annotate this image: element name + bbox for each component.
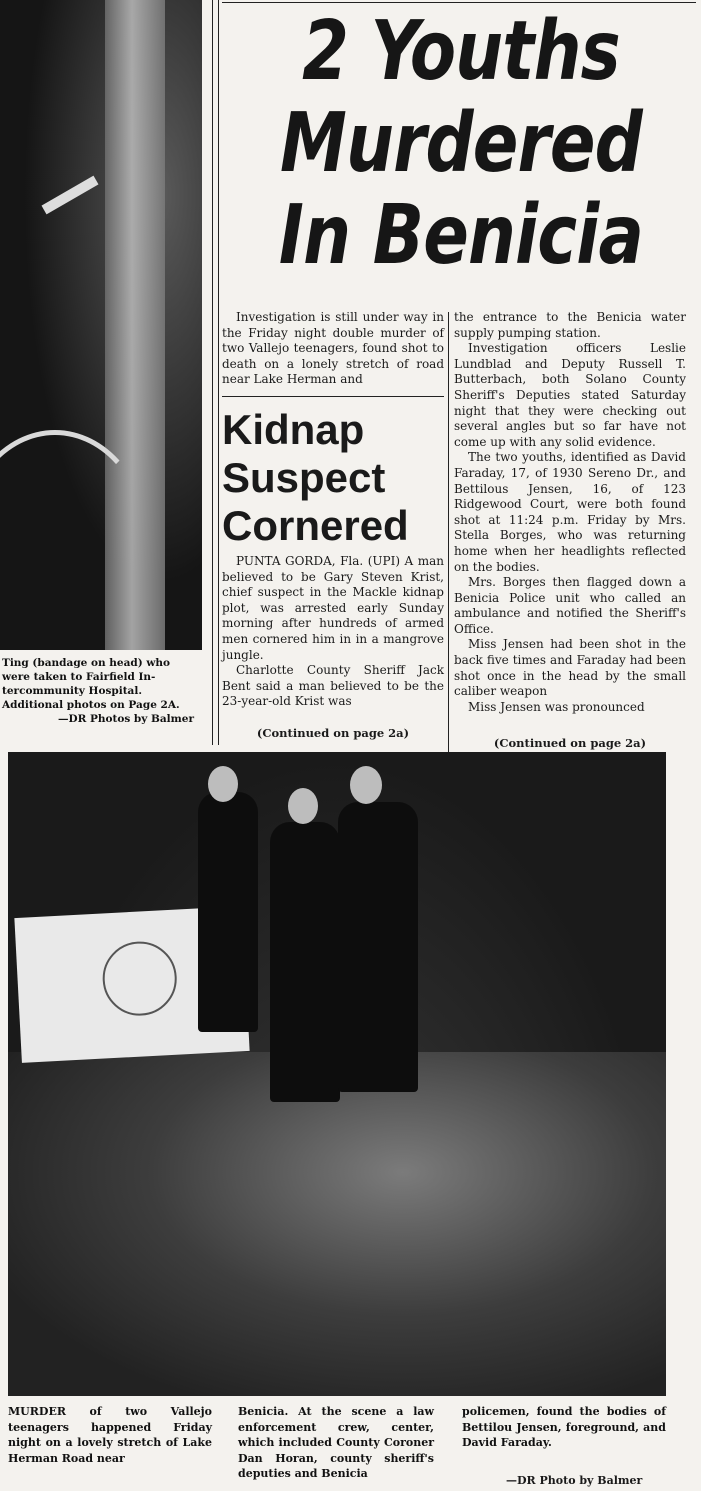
photo-stripe [42, 176, 99, 215]
lead-story-col1 [222, 310, 444, 388]
headline-line: 2 Youths [302, 4, 620, 99]
badge-emblem [101, 940, 179, 1018]
top-left-photo [0, 0, 202, 650]
story-paragraph: Miss Jensen had been shot in the back five times and Faraday had been shot once in the head by the small caliber weapon [454, 637, 686, 699]
photo-ground [8, 1052, 666, 1396]
continued-line: (Continued on page 2a) [256, 726, 410, 740]
caption-text: policemen, found the bodies of Bettilou Jensen, foreground, and David Faraday. [462, 1405, 666, 1449]
figure-silhouette [338, 802, 418, 1092]
caption-text: Benicia. At the scene a law enforcement crew, center, which included County Coroner Dan Horan, county sheriff's deputies and Benicia [238, 1405, 434, 1480]
figure-silhouette [198, 792, 258, 1032]
headline-line: Suspect [222, 454, 386, 501]
photo-caption-col1 [8, 1404, 212, 1466]
photo-caption-col2 [238, 1404, 434, 1482]
main-headline [268, 6, 653, 282]
story-paragraph: PUNTA GORDA, Fla. (UPI) A man believed to be Gary Steven Krist, chief suspect in the Mackle kidnap plot, was arrested early Sunday morning after hundreds of armed men cornered him in in a mangrove jungle. [222, 554, 444, 662]
caption-line: were taken to Fairfield In- [2, 671, 156, 683]
story-paragraph: Investigation officers Leslie Lundblad and Deputy Russell T. Butterbach, both Solano County Sheriff's Deputies stated Saturday night that they were checking out several angles but so far have not come up with any solid evidence. [454, 341, 686, 449]
story-paragraph: The two youths, identified as David Faraday, 17, of 1930 Sereno Dr., and Bettilous Jensen, 16, of 123 Ridgewood Court, were both found shot at 11:24 p.m. Friday by Mrs. Stella Borges, who was returning home when her headlights reflected on the bodies. [454, 450, 686, 574]
kidnap-headline [222, 406, 444, 550]
column-rule [218, 0, 219, 745]
figure-head [288, 788, 318, 824]
kidnap-story [222, 554, 444, 710]
top-photo-caption [2, 656, 200, 726]
story-paragraph: Mrs. Borges then flagged down a Benicia Police unit who called an ambulance and notified the Sheriff's Office. [454, 575, 686, 636]
lead-story-col2 [454, 310, 686, 715]
photo-credit: —DR Photo by Balmer [506, 1474, 643, 1487]
photo-caption-col3 [462, 1404, 666, 1451]
caption-line: Ting (bandage on head) who [2, 657, 171, 669]
story-paragraph: the entrance to the Benicia water supply pumping station. [454, 310, 686, 340]
headline-line: Murdered [279, 96, 643, 191]
caption-line: tercommunity Hospital. [2, 685, 143, 697]
figure-head [350, 766, 382, 804]
continued-line: (Continued on page 2a) [493, 736, 647, 750]
photo-credit: —DR Photos by Balmer [57, 713, 194, 725]
headline-line: Kidnap [222, 406, 365, 453]
caption-text: MURDER of two Vallejo teenagers happened Friday night on a lovely stretch of Lake Herman Road near [8, 1405, 212, 1465]
story-paragraph: Charlotte County Sheriff Jack Bent said a man believed to be the 23-year-old Krist was [222, 663, 444, 709]
lead-paragraph: Investigation is still under way in the Friday night double murder of two Vallejo teenagers, found shot to death on a lonely stretch of road near Lake Herman and [222, 310, 444, 387]
crime-scene-photo [8, 752, 666, 1396]
figure-silhouette [270, 822, 340, 1102]
top-rule [222, 2, 696, 3]
figure-head [208, 766, 238, 802]
story-separator [222, 396, 444, 397]
headline-line: In Benicia [278, 188, 644, 283]
headline-line: Cornered [222, 502, 409, 549]
story-paragraph: Miss Jensen was pronounced [468, 699, 645, 714]
caption-line: Additional photos on Page 2A. [2, 699, 180, 711]
column-rule [212, 0, 213, 745]
column-rule [448, 312, 449, 752]
